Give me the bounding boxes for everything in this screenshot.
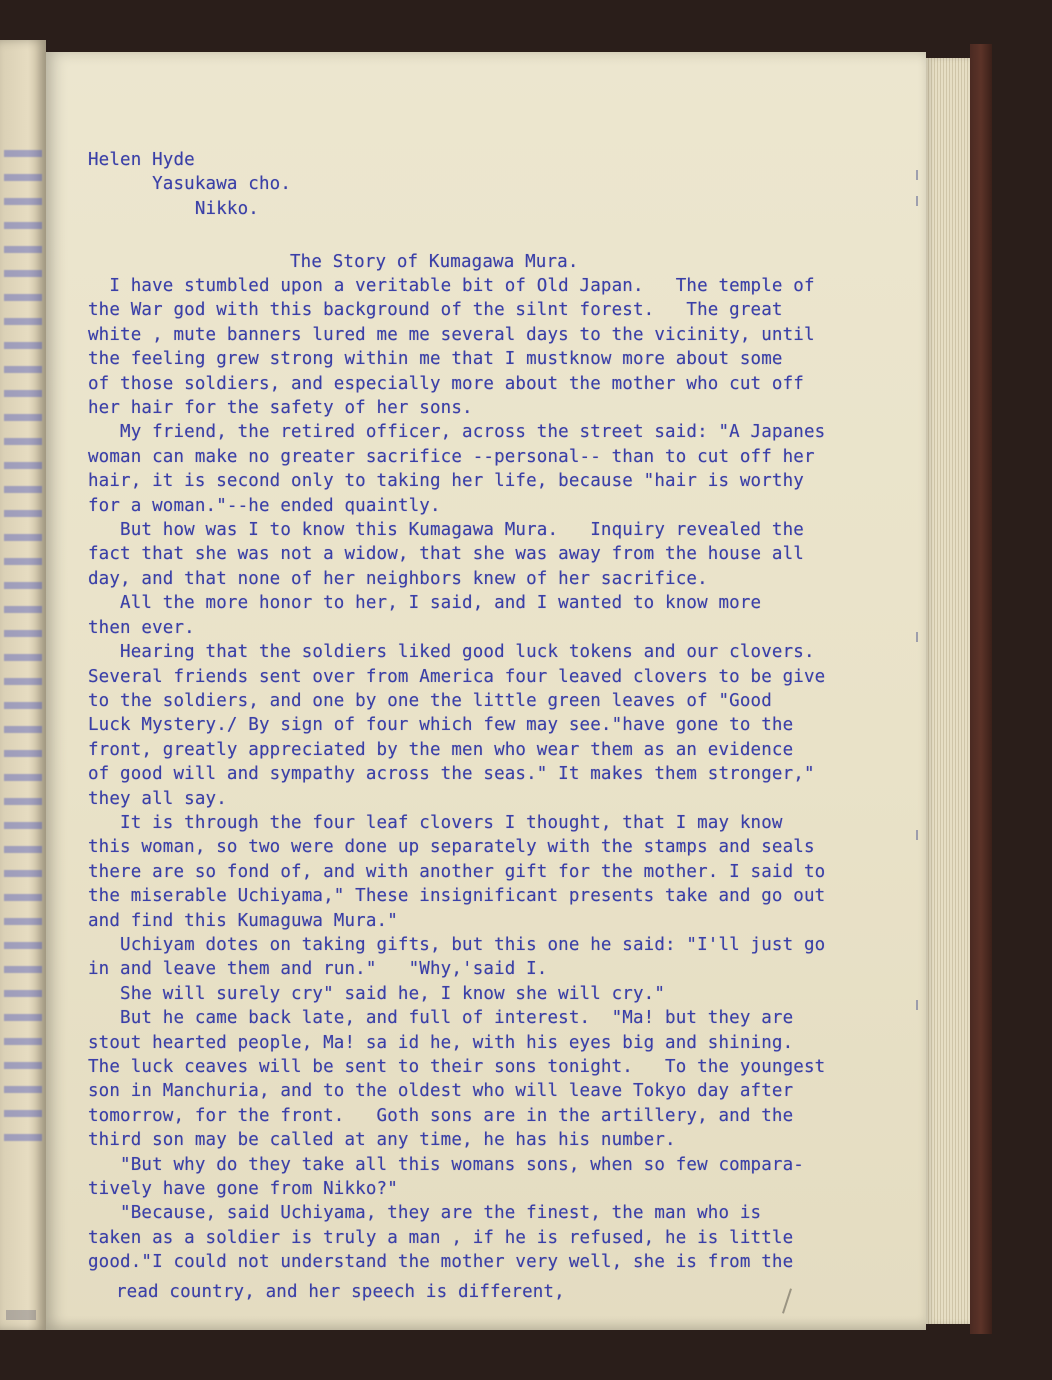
body-line: the miserable Uchiyama," These insignificant presents take and go out — [88, 886, 826, 907]
body-line: fact that she was not a widow, that she was away from the house all — [88, 544, 804, 565]
page-stack-edges — [926, 58, 970, 1324]
body-line: Hearing that the soldiers liked good luck tokens and our clovers. — [88, 642, 815, 663]
closing-line: read country, and her speech is different, — [116, 1282, 565, 1302]
letter-header — [88, 148, 291, 221]
body-line: day, and that none of her neighbors knew of her sacrifice. — [88, 568, 708, 589]
margin-mark — [916, 632, 918, 642]
margin-mark — [916, 1000, 918, 1010]
body-line: good."I could not understand the mother very well, she is from the — [88, 1252, 794, 1273]
body-line: Uchiyam dotes on taking gifts, but this one he said: "I'll just go — [88, 934, 826, 955]
body-line: hair, it is second only to taking her life, because "hair is worthy — [88, 471, 804, 492]
body-line: third son may be called at any time, he has his number. — [88, 1130, 676, 1151]
body-line: then ever. — [88, 617, 195, 638]
body-line: white , mute banners lured me me several days to the vicinity, until — [88, 324, 815, 345]
body-line: and find this Kumaguwa Mura." — [88, 910, 398, 931]
body-line: to the soldiers, and one by one the little green leaves of "Good — [88, 690, 772, 711]
book-cover-edge — [970, 44, 992, 1334]
body-line: in and leave them and run." "Why,'said I. — [88, 959, 548, 980]
body-line: It is through the four leaf clovers I thought, that I may know — [88, 812, 783, 833]
body-line: this woman, so two were done up separately with the stamps and seals — [88, 837, 815, 858]
body-line: of those soldiers, and especially more about the mother who cut off — [88, 373, 804, 394]
body-line: "Because, said Uchiyama, they are the finest, the man who is — [88, 1203, 762, 1224]
facing-page-stamp — [6, 1310, 36, 1320]
address-city: Nikko. — [88, 198, 259, 219]
body-line: the feeling grew strong within me that I mustknow more about some — [88, 349, 783, 370]
body-line: the War god with this background of the silnt forest. The great — [88, 300, 783, 321]
body-line: Luck Mystery./ By sign of four which few may see."have gone to the — [88, 715, 794, 736]
body-line: But he came back late, and full of interest. "Ma! but they are — [88, 1008, 794, 1029]
margin-mark — [916, 170, 918, 180]
margin-mark — [916, 196, 918, 206]
body-line: The luck ceaves will be sent to their sons tonight. To the youngest — [88, 1057, 826, 1077]
body-line: her hair for the safety of her sons. — [88, 398, 473, 419]
body-line: they all say. — [88, 788, 227, 809]
body-line: But how was I to know this Kumagawa Mura. Inquiry revealed the — [88, 520, 804, 541]
story-body — [88, 274, 825, 1275]
facing-page-text-bleed — [4, 150, 42, 1150]
body-line: taken as a soldier is truly a man , if he is refused, he is little — [88, 1227, 794, 1248]
body-line: son in Manchuria, and to the oldest who will leave Tokyo day after — [88, 1081, 794, 1102]
body-line: woman can make no greater sacrifice --personal-- than to cut off her — [88, 446, 815, 467]
body-line: tively have gone from Nikko?" — [88, 1179, 398, 1200]
body-line: She will surely cry" said he, I know she will cry." — [88, 983, 666, 1004]
body-line: "But why do they take all this womans sons, when so few compara- — [88, 1154, 804, 1175]
body-line: stout hearted people, Ma! sa id he, with his eyes big and shining. — [88, 1032, 794, 1053]
body-line: tomorrow, for the front. Goth sons are in the artillery, and the — [88, 1105, 794, 1126]
body-line: Several friends sent over from America four leaved clovers to be give — [88, 666, 826, 687]
body-line: for a woman."--he ended quaintly. — [88, 495, 441, 516]
facing-page-edge — [0, 40, 46, 1330]
margin-mark — [916, 830, 918, 840]
body-line: front, greatly appreciated by the men who wear them as an evidence — [88, 739, 794, 760]
author-name: Helen Hyde — [88, 150, 195, 170]
body-line: I have stumbled upon a veritable bit of Old Japan. The temple of — [88, 276, 815, 296]
body-line: All the more honor to her, I said, and I wanted to know more — [88, 593, 762, 614]
address-street: Yasukawa cho. — [88, 174, 292, 195]
body-line: My friend, the retired officer, across the street said: "A Japanes — [88, 422, 826, 443]
story-title: The Story of Kumagawa Mura. — [290, 252, 579, 272]
body-line: there are so fond of, and with another gift for the mother. I said to — [88, 861, 826, 882]
body-line: of good will and sympathy across the seas." It makes them stronger," — [88, 764, 815, 785]
